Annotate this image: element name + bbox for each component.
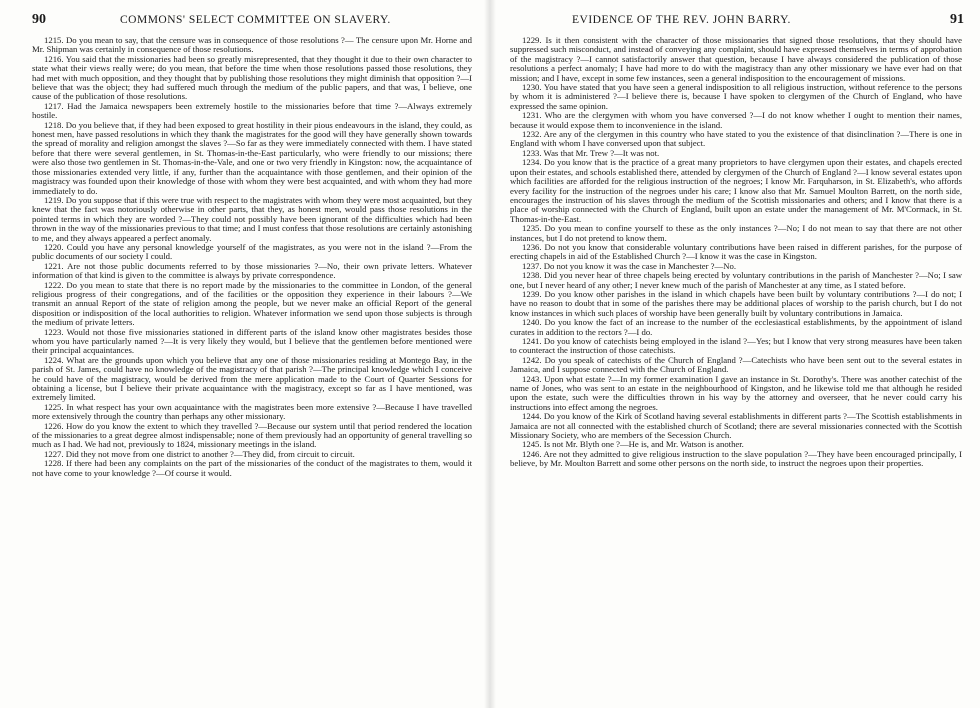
testimony-paragraph: 1231. Who are the clergymen with whom you have conversed ?—I do not know whether I ought to mention their names, because it would expose them to inconvenience in the island. (510, 110, 962, 130)
testimony-paragraph: 1240. Do you know the fact of an increase to the number of the ecclesiastical establishments, by the appointment of island curates in addition to the rectors ?—I do. (510, 317, 962, 337)
testimony-paragraph: 1221. Are not those public documents referred to by those missionaries ?—No, their own private letters. Whatever information of that kind is given to the committee is always by private correspondence. (32, 260, 472, 281)
testimony-paragraph: 1223. Would not those five missionaries stationed in different parts of the island know other magistrates besides those whom you have particularly named ?—It is very likely they would, but I believe that the gentlemen before mentioned were their principal acquaintances. (32, 326, 472, 356)
testimony-paragraph: 1220. Could you have any personal knowledge yourself of the magistrates, as you were not in the island ?—From the public documents of our society I could. (32, 241, 472, 262)
testimony-paragraph: 1226. How do you know the extent to which they travelled ?—Because our system until that period rendered the location of the missionaries to a great degree almost indispensable; none of them previously had an opportunity of general travelling so much as I had. We had not, previously to 1824, missionary meetings in the island. (32, 420, 472, 450)
right-page (490, 0, 980, 708)
right-running-head: EVIDENCE OF THE REV. JOHN BARRY. (572, 14, 791, 26)
testimony-paragraph: 1218. Do you believe that, if they had been exposed to great hostility in their pious endeavours in the island, they could, as honest men, have passed resolutions in which they thank the magistrates for the good will they have generally shown towards the spread of morality and religion amongst the slaves ?—So far as they were immediately connected with them. I have stated before that there were several gentlemen, in St. Thomas-in-the-East particularly, who were friendly to our missions; there were also those two gentlemen in St. Thomas-in-the-Vale, and one or two very friendly in Kingston: now, the acquaintance of those missionaries extended very little, if any, further than the acquaintance with those gentlemen, and their opinion of the magistracy was founded upon their knowledge of those with whom they were best acquainted, and with whom they had more immediately to do. (32, 119, 472, 196)
testimony-paragraph: 1225. In what respect has your own acquaintance with the magistrates been more extensive ?—Because I have travelled more extensively through the country than perhaps any other missionary. (32, 401, 472, 422)
testimony-paragraph: 1232. Are any of the clergymen in this country who have stated to you the existence of that disinclination ?—There is one in England with whom I have conversed upon that subject. (510, 129, 962, 149)
testimony-paragraph: 1233. Was that Mr. Trew ?—It was not. (522, 147, 660, 158)
right-text-column (510, 36, 962, 469)
testimony-paragraph: 1216. You said that the missionaries had been so greatly misrepresented, that they thought it due to their own character to state what their views really were; do you mean, that before the time when those resolutions passed those resolutions, they had met with much opposition, and they thought that by publishing those resolutions they might diminish that opposition ?—I believe that was the object; they had suffered much through the medium of the public papers, and that was, I believe, one cause of the publication of those resolutions. (32, 53, 472, 102)
testimony-paragraph: 1239. Do you know other parishes in the island in which chapels have been built by voluntary contributions ?—I do not; I have no reason to doubt that in some of the parishes there may be additional places of worship to the parish church, but I do not know instances in which such places of worship have been generally built by voluntary contributions in Jamaica. (510, 288, 962, 318)
testimony-paragraph: 1229. Is it then consistent with the character of those missionaries that signed those resolutions, that they should have suppressed such misconduct, and instead of conveying any complaint, should have expressed themselves in terms of approbation of the magistracy ?—I cannot satisfactorily answer that question, because I have always considered the publication of those resolutions a perfect anomaly; I have had more to do with the magistracy than any other missionary we have ever had on that mission; and I have, except in some few instances, seen a general indisposition to the encouragement of missions. (510, 35, 962, 83)
testimony-paragraph: 1219. Do you suppose that if this were true with respect to the magistrates with whom they were most acquainted, but they knew that the fact was notoriously otherwise in other parts, that they, as honest men, would pass those resolutions in the pointed terms in which they are worded ?—They could not possibly have been ignorant of the difficulties which had been thrown in the way of the missionaries previous to that time; and I must confess that those resolutions are certainly astonishing to me, and they always appeared a perfect anomaly. (32, 194, 472, 243)
left-page-header (32, 12, 470, 30)
testimony-paragraph: 1246. Are not they admitted to give religious instruction to the slave population ?—They have been encouraged principally, I believe, by Mr. Moulton Barrett and some other persons on the north side, to instruct the negroes upon their properties. (510, 448, 962, 469)
testimony-paragraph: 1238. Did you never hear of three chapels being erected by voluntary contributions in the parish of Manchester ?—No; I saw one, but I never heard of any other; I never knew much of the parish of Manchester at any time, as I stated before. (510, 270, 962, 290)
right-page-header (510, 12, 964, 30)
testimony-paragraph: 1236. Do not you know that considerable voluntary contributions have been raised in different parishes, for the purpose of erecting chapels in aid of the Established Church ?—I know it was the case in Kingston. (510, 241, 962, 262)
testimony-paragraph: 1227. Did they not move from one district to another ?—They did, from circuit to circuit. (44, 448, 355, 459)
testimony-paragraph: 1243. Upon what estate ?—In my former examination I gave an instance in St. Dorothy's. There was another catechist of the name of Jones, who was sent to an estate in the neighbourhood of Kingston, and he likewise told me that although he resided upon the estate, such were the difficulties thrown in his way by the attorney and overseer, that he never could carry his instructions into effect among the negroes. (510, 373, 962, 412)
left-text-column (32, 36, 472, 478)
testimony-paragraph: 1228. If there had been any complaints on the part of the missionaries of the conduct of the magistrates to them, would it not have come to your knowledge ?—Of course it would. (32, 458, 472, 478)
right-page-number: 91 (950, 12, 964, 27)
testimony-paragraph: 1237. Do not you know it was the case in Manchester ?—No. (522, 260, 737, 271)
testimony-paragraph: 1242. Do you speak of catechists of the Church of England ?—Catechists who have been sent out to the several estates in Jamaica, and I suppose connected with the Church of England. (510, 354, 962, 375)
testimony-paragraph: 1224. What are the grounds upon which you believe that any one of those missionaries residing at Montego Bay, in the parish of St. James, could have no knowledge of the magistracy of that parish ?—The principal knowledge which I conceive he could have of the magistracy, would be derived from the mere application made to the Court of Quarter Sessions for obtaining a license, but I believe their private acquaintance with the magistracy, except so far as I have mentioned, was extremely limited. (32, 354, 472, 403)
testimony-paragraph: 1241. Do you know of catechists being employed in the island ?—Yes; but I know that very strong measures have been taken to counteract the instruction of those catechists. (510, 336, 962, 356)
testimony-paragraph: 1234. Do you know that is the practice of a great many proprietors to have clergymen upon their estates, and chapels erected upon their estates, and schools established there, attended by clergymen of the Church of England ?—I know several estates upon which facilities are afforded for the religious instruction of the negroes; I know Mr. Farquharson, in St. Elizabeth's, who affords every facility for the instruction of the negroes under his care; I know also that Mr. Samuel Moulton Barrett, on the north side, encourages the instruction of his slaves through the medium of the Scottish missionaries and others; and I know that there is a place of worship connected with the Church of England, built upon an estate under the management of Mr. M'Cormack, in St. Thomas-in-the-East. (510, 157, 962, 224)
testimony-paragraph: 1215. Do you mean to say, that the censure was in consequence of those resolutions ?— The censure upon Mr. Horne and Mr. Shipman was certainly in consequence of those resolutions. (32, 35, 472, 55)
testimony-paragraph: 1245. Is not Mr. Blyth one ?—He is, and Mr. Watson is another. (522, 439, 744, 450)
left-running-head: COMMONS' SELECT COMMITTEE ON SLAVERY. (120, 14, 391, 26)
left-page-number: 90 (32, 12, 46, 27)
testimony-paragraph: 1222. Do you mean to state that there is no report made by the missionaries to the committee in London, of the general religious progress of their congregations, and of the facilities or the opposition they experience in their labours ?—We transmit an annual Report of the state of religion among the people, but we never make an official Report of the general disposition or indisposition of the local authorities to religion. Whatever information we send upon those subjects is through the medium of private letters. (32, 279, 472, 328)
testimony-paragraph: 1217. Had the Jamaica newspapers been extremely hostile to the missionaries before that time ?—Always extremely hostile. (32, 100, 472, 121)
testimony-paragraph: 1244. Do you know of the Kirk of Scotland having several establishments in different parts ?—The Scottish establishments in Jamaica are not all connected with the established church of Scotland; there are several missionaries connected with the Scottish Missionary Society, who are members of the Secession Church. (510, 411, 962, 441)
testimony-paragraph: 1230. You have stated that you have seen a general indisposition to all religious instruction, without reference to the persons by whom it is administered ?—I believe there is, because I have spoken to clergymen of the Church of England, who have expressed the same opinion. (510, 82, 962, 111)
testimony-paragraph: 1235. Do you mean to confine yourself to these as the only instances ?—No; I do not mean to say that there are not other instances, but I do not pretend to know them. (510, 223, 962, 243)
